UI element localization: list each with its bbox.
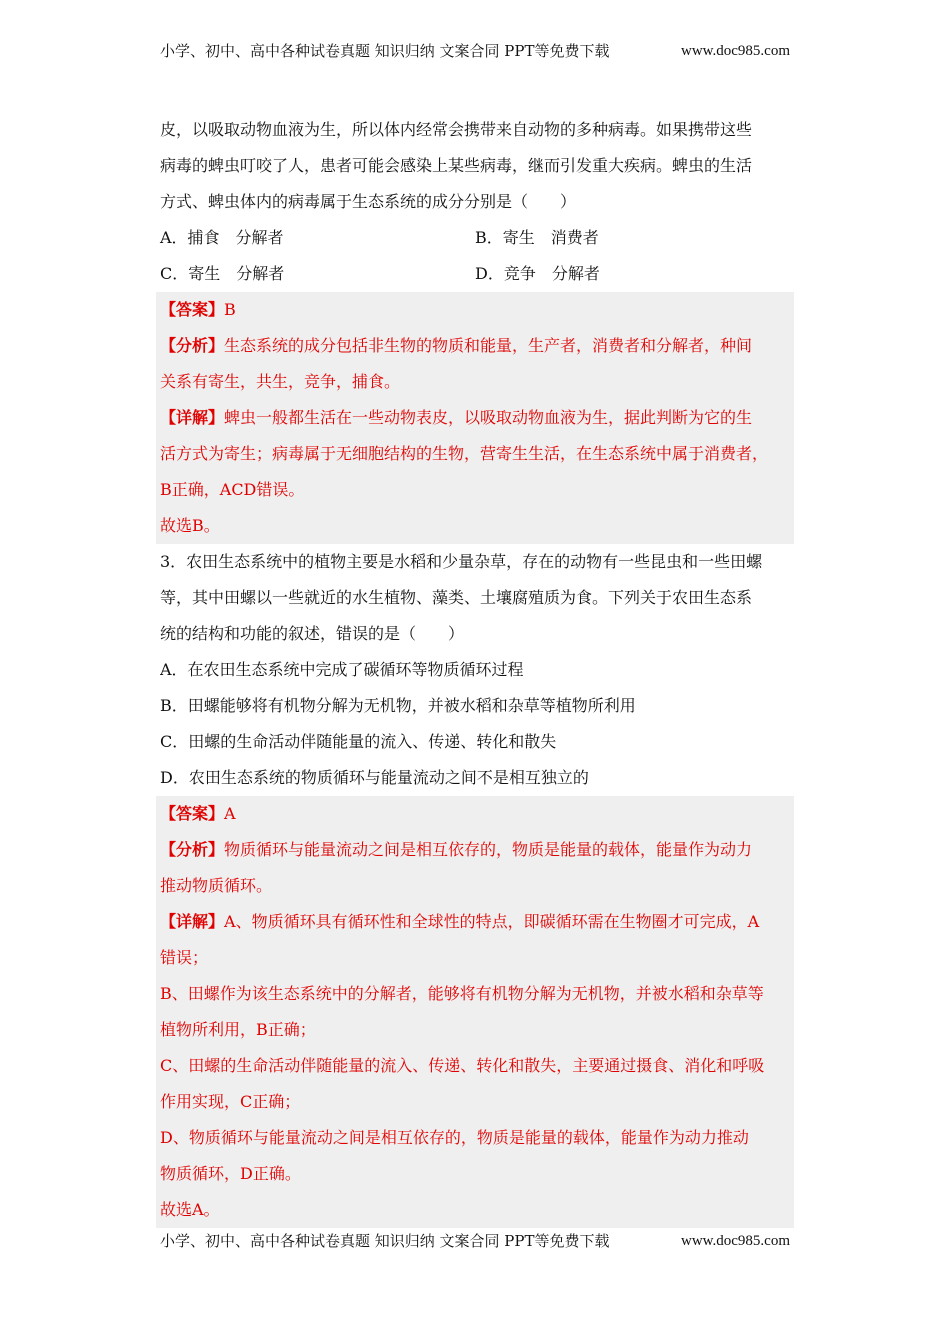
q3-stem-line: 统的结构和功能的叙述，错误的是（ ） <box>160 624 465 643</box>
q3-stem-line: 等，其中田螺以一些就近的水生植物、藻类、土壤腐殖质为食。下列关于农田生态系 <box>160 588 753 607</box>
q3-detail-line <box>160 904 790 940</box>
q3-detail-line: 植物所利用，B正确； <box>160 1020 316 1039</box>
q3-stem-line: 3．农田生态系统中的植物主要是水稻和少量杂草，存在的动物有一些昆虫和一些田螺 <box>160 552 763 571</box>
question-2 <box>160 112 790 292</box>
analysis-tag: 【分析】 <box>160 840 225 859</box>
q3-analysis-line: 推动物质循环。 <box>160 876 273 895</box>
q2-detail-line: B正确，ACD错误。 <box>160 480 305 499</box>
header-text: 小学、初中、高中各种试卷真题 知识归纳 文案合同 PPT等免费下载 <box>160 42 610 60</box>
detail-tag: 【详解】 <box>160 408 225 427</box>
q2-option-a: A．捕食 分解者 <box>160 228 284 247</box>
header-site-link[interactable]: www.doc985.com <box>680 43 790 59</box>
q3-solution-box <box>156 796 794 1228</box>
detail-text: 蜱虫一般都生活在一些动物表皮，以吸取动物血液为生，据此判断为它的生 <box>224 408 753 427</box>
footer-text: 小学、初中、高中各种试卷真题 知识归纳 文案合同 PPT等免费下载 <box>160 1232 610 1250</box>
q3-detail-line: B、田螺作为该生态系统中的分解者，能够将有机物分解为无机物，并被水稻和杂草等 <box>160 984 764 1003</box>
q2-options-row-1 <box>160 220 790 256</box>
q2-stem-line: 方式、蜱虫体内的病毒属于生态系统的成分分别是（ ） <box>160 192 577 211</box>
analysis-text: 生态系统的成分包括非生物的物质和能量，生产者，消费者和分解者，种间 <box>224 336 753 355</box>
document-content <box>160 112 790 1228</box>
analysis-tag: 【分析】 <box>160 336 225 355</box>
page-footer <box>160 1230 790 1252</box>
answer-tag: 【答案】 <box>160 804 225 823</box>
q3-detail-line: 物质循环，D正确。 <box>160 1164 301 1183</box>
q2-stem-line: 病毒的蜱虫叮咬了人，患者可能会感染上某些病毒，继而引发重大疾病。蜱虫的生活 <box>160 156 753 175</box>
q3-option-d: D．农田生态系统的物质循环与能量流动之间不是相互独立的 <box>160 768 589 787</box>
q2-answer <box>160 292 790 328</box>
q3-detail-line: 作用实现，C正确； <box>160 1092 301 1111</box>
q2-analysis-line <box>160 328 790 364</box>
q2-solution-box <box>156 292 794 544</box>
q3-option-b: B．田螺能够将有机物分解为无机物，并被水稻和杂草等植物所利用 <box>160 696 636 715</box>
q2-stem-line: 皮，以吸取动物血液为生，所以体内经常会携带来自动物的多种病毒。如果携带这些 <box>160 120 753 139</box>
q3-detail-line: C、田螺的生命活动伴随能量的流入、传递、转化和散失，主要通过摄食、消化和呼吸 <box>160 1056 765 1075</box>
q3-option-a: A．在农田生态系统中完成了碳循环等物质循环过程 <box>160 660 524 679</box>
page-header <box>160 40 790 62</box>
q3-detail-line: 故选A。 <box>160 1200 220 1219</box>
answer-tag: 【答案】 <box>160 300 225 319</box>
q2-detail-line: 故选B。 <box>160 516 220 535</box>
answer-value: A <box>224 804 236 823</box>
analysis-text: 物质循环与能量流动之间是相互依存的，物质是能量的载体，能量作为动力 <box>224 840 753 859</box>
detail-tag: 【详解】 <box>160 912 225 931</box>
question-3 <box>160 544 790 796</box>
footer-site-link[interactable]: www.doc985.com <box>680 1233 790 1249</box>
q3-detail-line: 错误； <box>160 948 209 967</box>
detail-text: A、物质循环具有循环性和全球性的特点，即碳循环需在生物圈才可完成，A <box>224 912 760 931</box>
q2-detail-line: 活方式为寄生；病毒属于无细胞结构的生物，营寄生生活，在生态系统中属于消费者， <box>160 444 769 463</box>
q2-options-row-2 <box>160 256 790 292</box>
q2-analysis-line: 关系有寄生，共生，竞争，捕食。 <box>160 372 401 391</box>
q3-option-c: C．田螺的生命活动伴随能量的流入、传递、转化和散失 <box>160 732 557 751</box>
q3-answer <box>160 796 790 832</box>
q2-option-d: D．竞争 分解者 <box>475 264 600 283</box>
answer-value: B <box>224 300 236 319</box>
q3-detail-line: D、物质循环与能量流动之间是相互依存的，物质是能量的载体，能量作为动力推动 <box>160 1128 749 1147</box>
q2-option-c: C．寄生 分解者 <box>160 264 285 283</box>
q3-analysis-line <box>160 832 790 868</box>
q2-option-b: B．寄生 消费者 <box>475 228 599 247</box>
q2-detail-line <box>160 400 790 436</box>
